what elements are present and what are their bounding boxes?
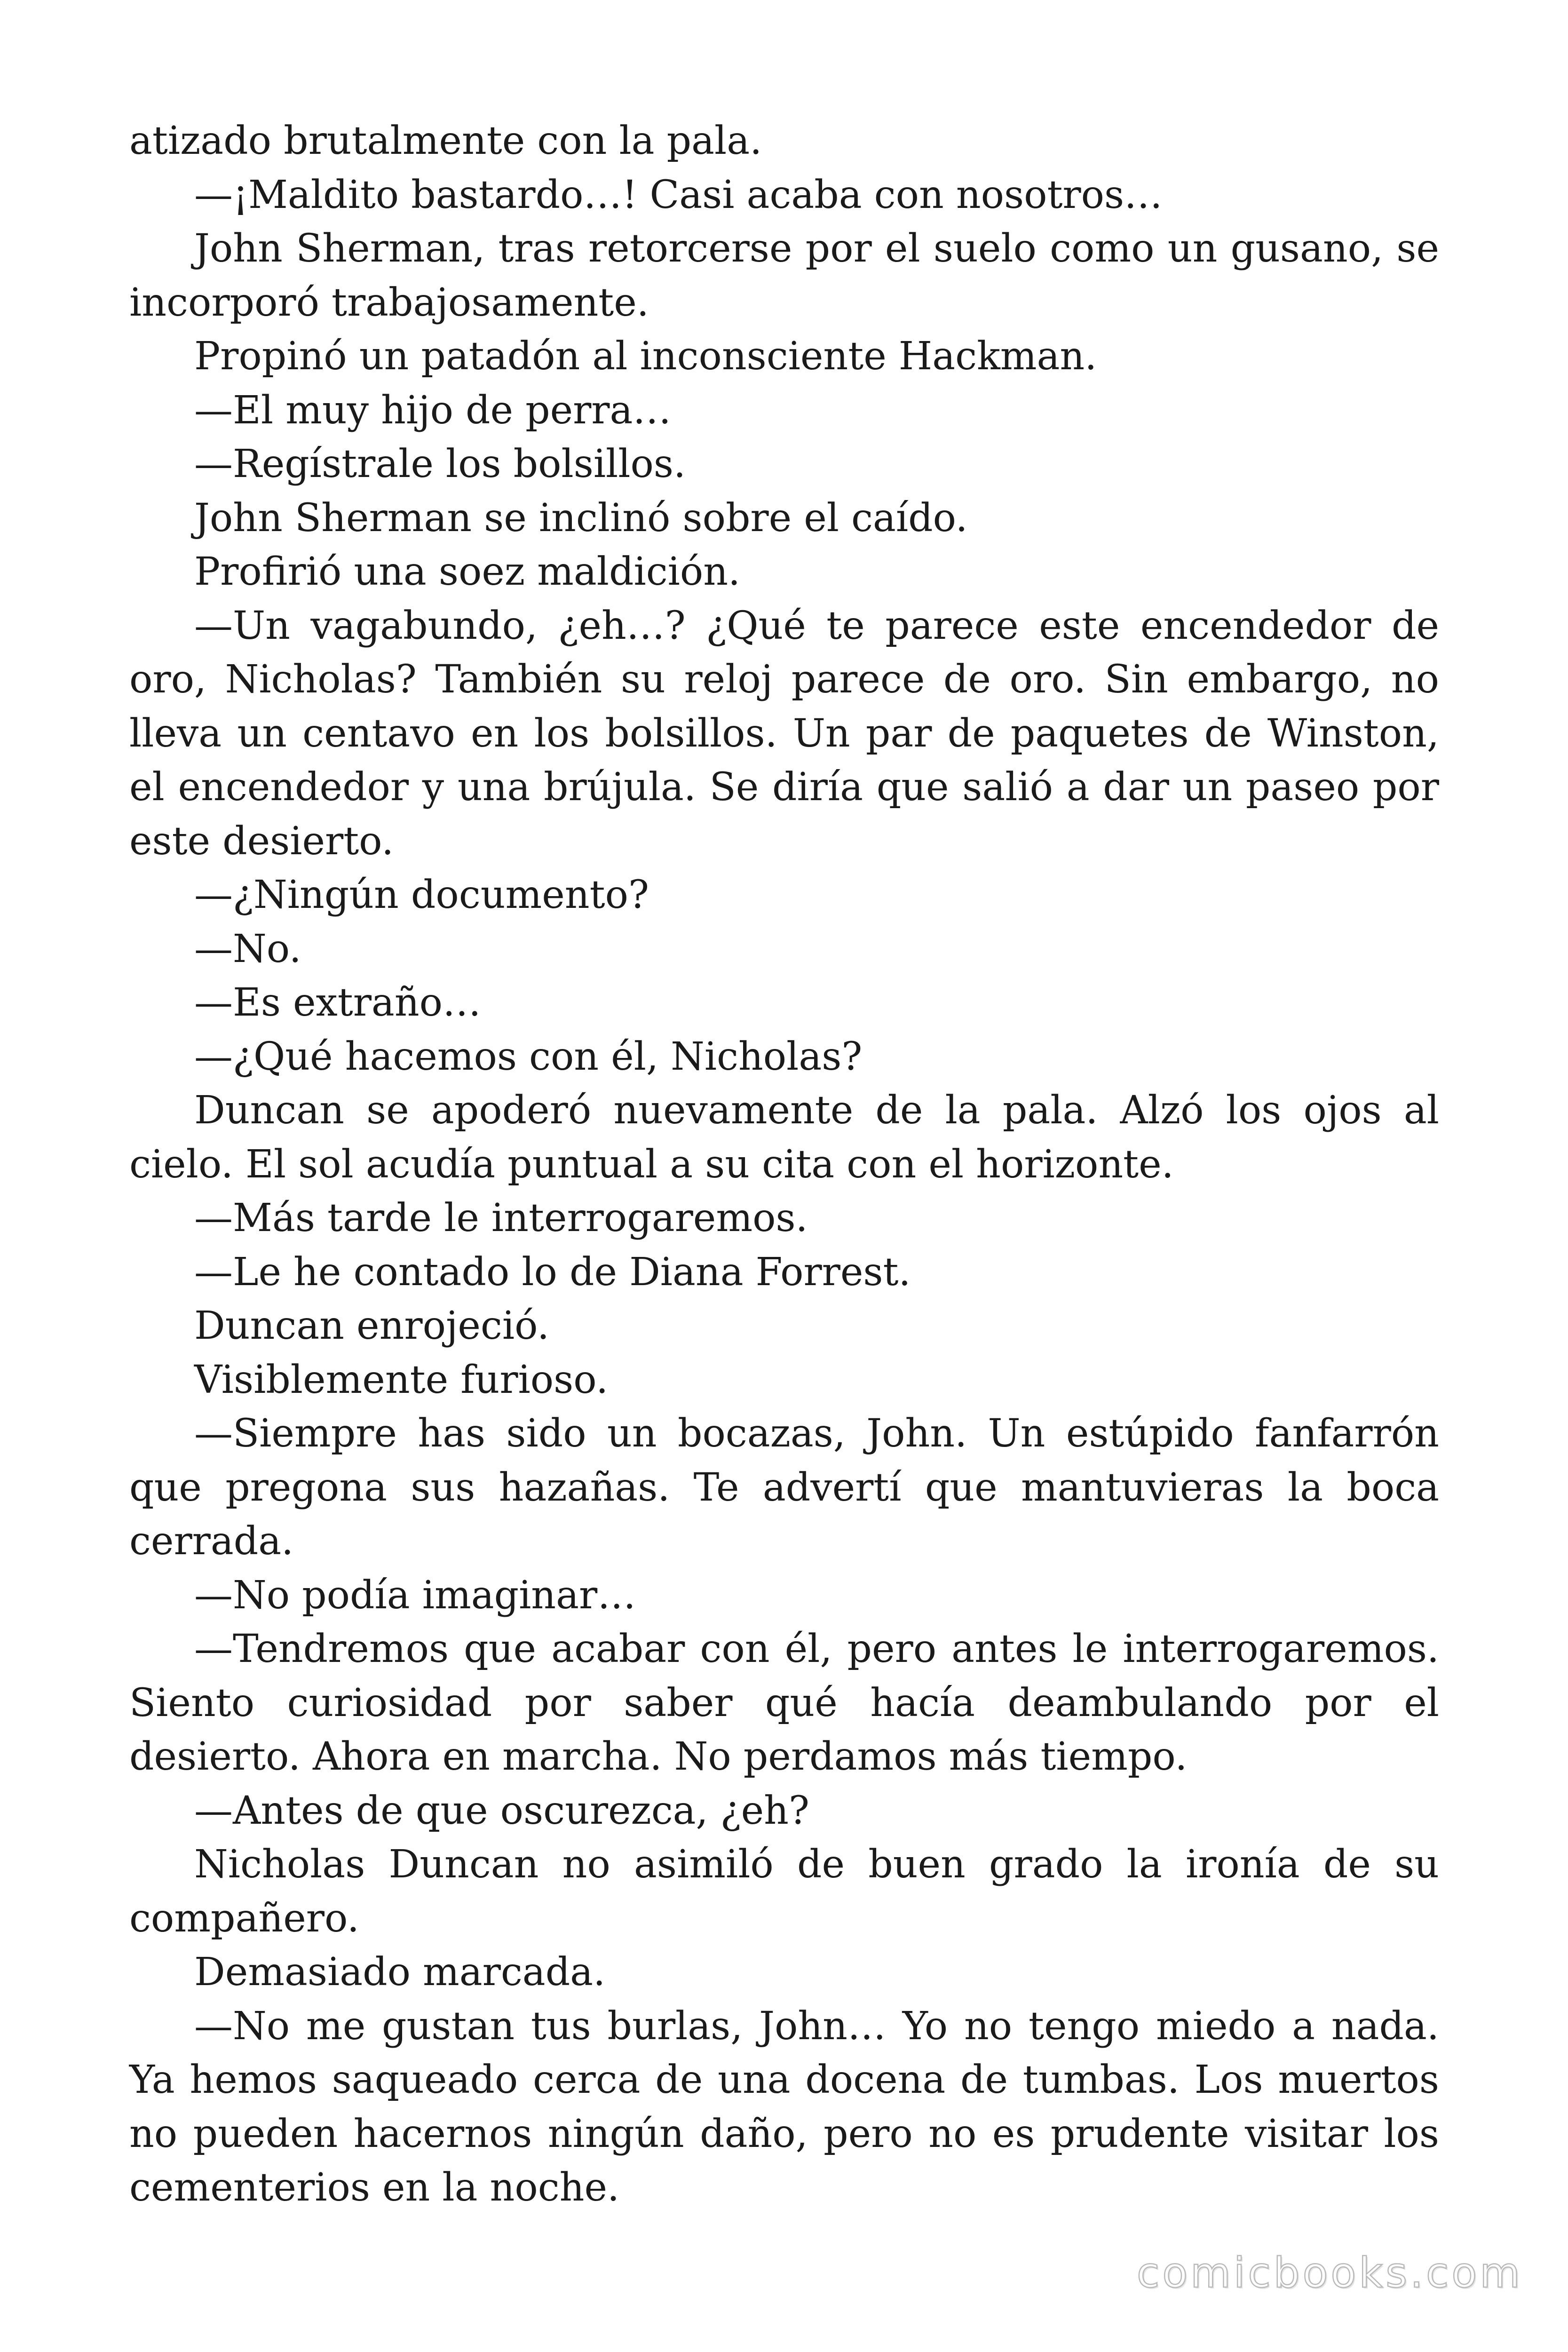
paragraph: —Siempre has sido un bocazas, John. Un estúpido fanfarrón que pregona sus hazañas. Te advertí que mantuvieras la boca cerrada. — [129, 1411, 1439, 1564]
paragraph: —El muy hijo de perra… — [194, 388, 672, 433]
paragraph: —Un vagabundo, ¿eh…? ¿Qué te parece este encendedor de oro, Nicholas? También su reloj parece de oro. Sin embargo, no lleva un centavo en los bolsillos. Un par de paquetes de Winston, el encendedor y una brújula. Se diría que salió a dar un paseo por este desierto. — [129, 603, 1439, 864]
paragraph: Duncan enrojeció. — [194, 1303, 550, 1348]
paragraph: —¿Qué hacemos con él, Nicholas? — [194, 1034, 863, 1079]
paragraph: —Regístrale los bolsillos. — [194, 442, 686, 486]
paragraph: —Antes de que oscurezca, ¿eh? — [194, 1788, 809, 1833]
paragraph: John Sherman, tras retorcerse por el suelo como un gusano, se incorporó trabajosamente. — [129, 226, 1439, 325]
paragraph: —No me gustan tus burlas, John… Yo no tengo miedo a nada. Ya hemos saqueado cerca de una docena de tumbas. Los muertos no pueden hacernos ningún daño, pero no es prudente visitar los cementerios en la noche. — [129, 2003, 1439, 2210]
paragraph: Profirió una soez maldición. — [194, 549, 741, 594]
paragraph: —Le he contado lo de Diana Forrest. — [194, 1249, 911, 1295]
paragraph: Propinó un patadón al inconsciente Hackman. — [194, 334, 1097, 379]
paragraph: —No. — [194, 926, 301, 971]
paragraph: —Es extraño… — [194, 980, 481, 1025]
paragraph: —¡Maldito bastardo…! Casi acaba con nosotros… — [194, 172, 1163, 217]
paragraph: Visiblemente furioso. — [194, 1357, 609, 1402]
paragraph: Demasiado marcada. — [194, 1950, 606, 1994]
paragraph: Duncan se apoderó nuevamente de la pala. Alzó los ojos al cielo. El sol acudía puntual a su cita con el horizonte. — [129, 1088, 1439, 1187]
paragraph: —¿Ningún documento? — [194, 873, 649, 917]
paragraph: John Sherman se inclinó sobre el caído. — [194, 495, 968, 540]
book-page-text — [129, 114, 1439, 2215]
paragraph: —No podía imaginar… — [194, 1573, 636, 1618]
paragraph: —Más tarde le interrogaremos. — [194, 1196, 808, 1240]
paragraph: atizado brutalmente con la pala. — [129, 119, 762, 163]
paragraph: —Tendremos que acabar con él, pero antes le interrogaremos. Siento curiosidad por saber qué hacía deambulando por el desierto. Ahora en marcha. No perdamos más tiempo. — [129, 1627, 1439, 1779]
paragraph: Nicholas Duncan no asimiló de buen grado la ironía de su compañero. — [129, 1842, 1439, 1941]
watermark: comicbooks.com — [1136, 2249, 1523, 2297]
